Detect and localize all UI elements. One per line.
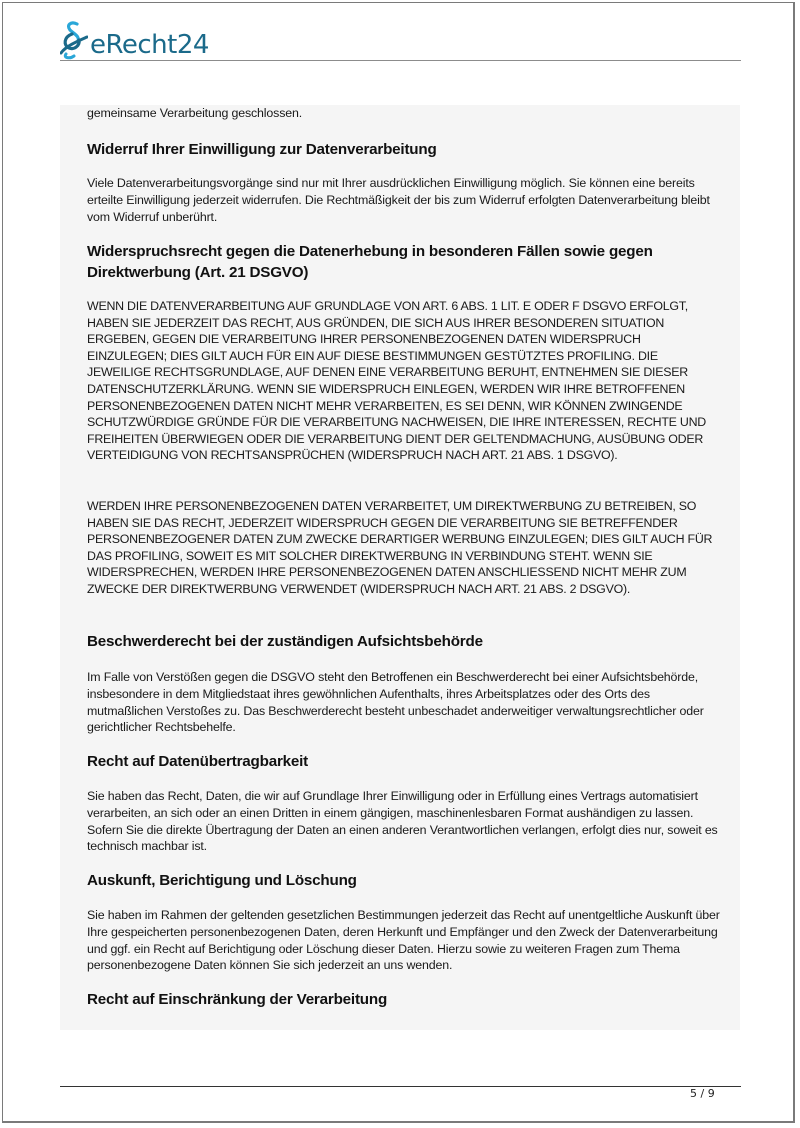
header-divider	[60, 60, 741, 61]
section-heading: Beschwerderecht bei der zuständigen Aufsichtsbehörde	[87, 633, 483, 650]
section-heading: Auskunft, Berichtigung und Löschung	[87, 872, 357, 889]
section-paragraph: Im Falle von Verstößen gegen die DSGVO steht den Betroffenen ein Beschwerderecht bei einer Aufsichtsbehörde, insbesondere in dem Mitgliedstaat ihres gewöhnlichen Aufenthalts, ihres Arbeitsplatzes oder des Orts des mutmaßlichen Verstoßes zu. Das Beschwerderecht besteht unbeschadet anderweitiger verwaltungsrechtlicher oder gerichtlicher Rechtsbehelfe.	[87, 670, 704, 735]
brand-logo	[60, 20, 209, 60]
brand-name: eRecht24	[90, 30, 209, 60]
intro-paragraph-tail: gemeinsame Verarbeitung geschlossen.	[87, 106, 303, 120]
page-number: 5 / 9	[690, 1087, 715, 1100]
section-paragraph: WERDEN IHRE PERSONENBEZOGENEN DATEN VERARBEITET, UM DIREKTWERBUNG ZU BETREIBEN, SO HABEN SIE DAS RECHT, JEDERZEIT WIDERSPRUCH GEGEN DIE VERARBEITUNG SIE BETREFFENDER PERSONENBEZOGENER DATEN ZUM ZWECKE DERARTIGER WERBUNG EINZULEGEN; DIES GILT AUCH FÜR DAS PROFILING, SOWEIT ES MIT SOLCHER DIREKTWERBUNG IN VERBINDUNG STEHT. WENN SIE WIDERSPRECHEN, WERDEN IHRE PERSONENBEZOGENEN DATEN ANSCHLIESSEND NICHT MEHR ZUM ZWECKE DER DIREKTWERBUNG VERWENDET (WIDERSPRUCH NACH ART. 21 ABS. 2 DSGVO).	[87, 499, 713, 596]
section-sign-icon	[60, 20, 88, 60]
section-heading: Recht auf Datenübertragbarkeit	[87, 753, 309, 770]
section-paragraph: Sie haben im Rahmen der geltenden gesetzlichen Bestimmungen jederzeit das Recht auf unentgeltliche Auskunft über Ihre gespeicherten personenbezogenen Daten, deren Herkunft und Empfänger und den Zweck der Datenverarbeitung und ggf. ein Recht auf Berichtigung oder Löschung dieser Daten. Hierzu sowie zu weiteren Fragen zum Thema personenbezogene Daten können Sie sich jederzeit an uns wenden.	[87, 908, 720, 973]
section-paragraph: WENN DIE DATENVERARBEITUNG AUF GRUNDLAGE VON ART. 6 ABS. 1 LIT. E ODER F DSGVO ERFOLGT, HABEN SIE JEDERZEIT DAS RECHT, AUS GRÜNDEN, DIE SICH AUS IHRER BESONDEREN SITUATION ERGEBEN, GEGEN DIE VERARBEITUNG IHRER PERSONENBEZOGENEN DATEN WIDERSPRUCH EINZULEGEN; DIES GILT AUCH FÜR EIN AUF DIESE BESTIMMUNGEN GESTÜTZTES PROFILING. DIE JEWEILIGE RECHTSGRUNDLAGE, AUF DENEN EINE VERARBEITUNG BERUHT, ENTNEHMEN SIE DIESER DATENSCHUTZERKLÄRUNG. WENN SIE WIDERSPRUCH EINLEGEN, WERDEN WIR IHRE BETROFFENEN PERSONENBEZOGENEN DATEN NICHT MEHR VERARBEITEN, ES SEI DENN, WIR KÖNNEN ZWINGENDE SCHUTZWÜRDIGE GRÜNDE FÜR DIE VERARBEITUNG NACHWEISEN, DIE IHRE INTERESSEN, RECHTE UND FREIHEITEN ÜBERWIEGEN ODER DIE VERARBEITUNG DIENT DER GELTENDMACHUNG, AUSÜBUNG ODER VERTEIDIGUNG VON RECHTSANSPRÜCHEN (WIDERSPRUCH NACH ART. 21 ABS. 1 DSGVO).	[87, 299, 706, 463]
section-paragraph: Sie haben das Recht, Daten, die wir auf Grundlage Ihrer Einwilligung oder in Erfüllung eines Vertrags automatisiert verarbeiten, an sich oder an einen Dritten in einem gängigen, maschinenlesbaren Format aushändigen zu lassen. Sofern Sie die direkte Übertragung der Daten an einen anderen Verantwortlichen verlangen, erfolgt dies nur, soweit es technisch machbar ist.	[87, 789, 718, 854]
section-heading: Recht auf Einschränkung der Verarbeitung	[87, 991, 388, 1008]
footer-divider	[60, 1086, 741, 1087]
section-paragraph: Viele Datenverarbeitungsvorgänge sind nur mit Ihrer ausdrücklichen Einwilligung möglich. Sie können eine bereits erteilte Einwilligung jederzeit widerrufen. Die Rechtmäßigkeit der bis zum Widerruf erfolgten Datenverarbeitung bleibt vom Widerruf unberührt.	[87, 176, 710, 224]
section-heading: Widerruf Ihrer Einwilligung zur Datenverarbeitung	[87, 141, 437, 158]
section-heading: Widerspruchsrecht gegen die Datenerhebung in besonderen Fällen sowie gegen Direktwerbung (Art. 21 DSGVO)	[87, 243, 653, 281]
